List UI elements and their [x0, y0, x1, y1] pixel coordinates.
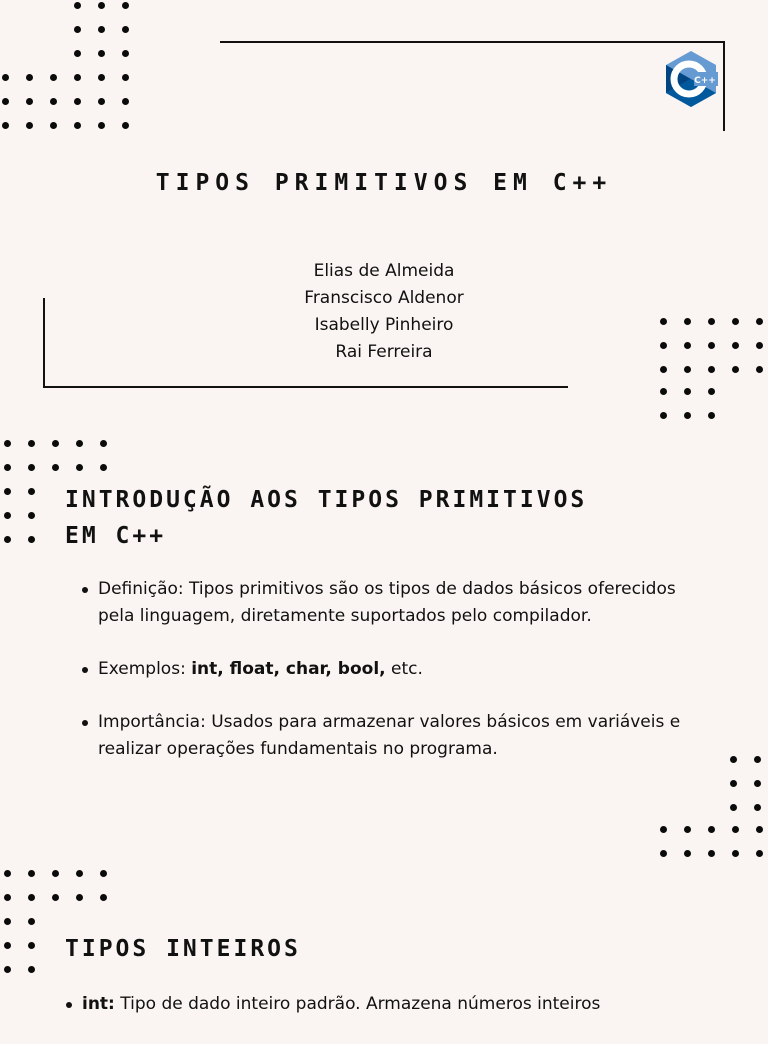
- decorative-dot: [4, 512, 11, 519]
- decorative-dot: [76, 870, 83, 877]
- integer-bullet-list: [64, 991, 684, 1044]
- decorative-dot: [756, 826, 763, 833]
- decorative-dot: [754, 780, 761, 787]
- intro-bullet-list: [80, 576, 700, 789]
- list-item: int: Tipo de dado inteiro padrão. Armazena números inteiros: [64, 991, 684, 1018]
- decorative-dot: [660, 850, 667, 857]
- decorative-dot: [4, 440, 11, 447]
- decorative-dot: [52, 464, 59, 471]
- author-name: Rai Ferreira: [335, 342, 433, 362]
- decorative-dot: [660, 412, 667, 419]
- decorative-dot: [708, 388, 715, 395]
- page-title: TIPOS PRIMITIVOS EM C++: [155, 170, 613, 196]
- decorative-dot: [28, 918, 35, 925]
- decorative-dot: [98, 2, 105, 9]
- decorative-dot: [708, 366, 715, 373]
- decorative-dot: [74, 26, 81, 33]
- decorative-dot: [100, 894, 107, 901]
- decorative-dot: [756, 366, 763, 373]
- decorative-dot: [28, 536, 35, 543]
- decorative-dot: [684, 850, 691, 857]
- section-heading-intro: [65, 482, 587, 554]
- author-name: Elias de Almeida: [313, 261, 455, 281]
- list-item: Importância: Usados para armazenar valores básicos em variáveis e realizar operações fundamentais no programa.: [80, 709, 700, 763]
- decorative-dot: [74, 122, 81, 129]
- decorative-dot: [732, 366, 739, 373]
- decorative-dot: [28, 440, 35, 447]
- decorative-dot: [2, 122, 9, 129]
- decorative-dot: [4, 464, 11, 471]
- cpp-logo-text: C++: [694, 76, 716, 86]
- author-name: Franscisco Aldenor: [304, 288, 464, 308]
- decorative-dot: [684, 412, 691, 419]
- decorative-dot: [74, 2, 81, 9]
- decorative-dot: [26, 74, 33, 81]
- decorative-dot: [100, 440, 107, 447]
- decorative-dot: [50, 122, 57, 129]
- decorative-dot: [52, 870, 59, 877]
- decorative-dot: [122, 122, 129, 129]
- decorative-dot: [4, 966, 11, 973]
- decorative-dot: [28, 894, 35, 901]
- decorative-dot: [660, 826, 667, 833]
- decorative-dot: [28, 464, 35, 471]
- decorative-dot: [74, 50, 81, 57]
- heading-line: TIPOS INTEIROS: [65, 936, 301, 962]
- decorative-dot: [4, 918, 11, 925]
- decorative-dot: [74, 74, 81, 81]
- decorative-dot: [50, 74, 57, 81]
- frame-line-right: [723, 41, 725, 131]
- decorative-dot: [122, 50, 129, 57]
- decorative-dot: [684, 388, 691, 395]
- decorative-dot: [28, 870, 35, 877]
- decorative-dot: [4, 488, 11, 495]
- decorative-dot: [98, 50, 105, 57]
- decorative-dot: [660, 388, 667, 395]
- decorative-dot: [74, 98, 81, 105]
- decorative-dot: [730, 756, 737, 763]
- decorative-dot: [4, 942, 11, 949]
- list-item: Exemplos: int, float, char, bool, etc.: [80, 656, 700, 683]
- decorative-dot: [26, 122, 33, 129]
- decorative-dot: [4, 870, 11, 877]
- decorative-dot: [28, 512, 35, 519]
- decorative-dot: [122, 98, 129, 105]
- decorative-dot: [122, 74, 129, 81]
- decorative-dot: [4, 536, 11, 543]
- decorative-dot: [684, 826, 691, 833]
- frame-line-top: [220, 41, 725, 43]
- decorative-dot: [52, 894, 59, 901]
- decorative-dot: [730, 804, 737, 811]
- decorative-dot: [76, 464, 83, 471]
- decorative-dot: [98, 74, 105, 81]
- section-heading-integers: [65, 931, 301, 967]
- author-list: [0, 258, 768, 366]
- decorative-dot: [708, 850, 715, 857]
- decorative-dot: [100, 870, 107, 877]
- decorative-dot: [122, 26, 129, 33]
- decorative-dot: [122, 2, 129, 9]
- decorative-dot: [26, 98, 33, 105]
- decorative-dot: [76, 440, 83, 447]
- decorative-dot: [708, 412, 715, 419]
- decorative-dot: [98, 26, 105, 33]
- decorative-dot: [754, 756, 761, 763]
- decorative-dot: [2, 98, 9, 105]
- decorative-dot: [730, 780, 737, 787]
- decorative-dot: [52, 440, 59, 447]
- decorative-dot: [708, 826, 715, 833]
- decorative-dot: [28, 966, 35, 973]
- heading-line: INTRODUÇÃO AOS TIPOS PRIMITIVOS: [65, 487, 588, 513]
- cpp-logo-icon: [664, 50, 718, 108]
- author-name: Isabelly Pinheiro: [314, 315, 454, 335]
- decorative-dot: [28, 942, 35, 949]
- decorative-dot: [4, 894, 11, 901]
- decorative-dot: [28, 488, 35, 495]
- decorative-dot: [98, 122, 105, 129]
- decorative-dot: [684, 366, 691, 373]
- decorative-dot: [732, 850, 739, 857]
- decorative-dot: [2, 74, 9, 81]
- decorative-dot: [660, 366, 667, 373]
- list-item: Definição: Tipos primitivos são os tipos de dados básicos oferecidos pela linguagem, diretamente suportados pelo compilador.: [80, 576, 700, 630]
- decorative-dot: [76, 894, 83, 901]
- decorative-dot: [50, 98, 57, 105]
- decorative-dot: [732, 826, 739, 833]
- decorative-dot: [754, 804, 761, 811]
- decorative-dot: [756, 850, 763, 857]
- heading-line: EM C++: [65, 523, 167, 549]
- decorative-dot: [98, 98, 105, 105]
- decorative-dot: [100, 464, 107, 471]
- frame-line-bottom: [43, 386, 568, 388]
